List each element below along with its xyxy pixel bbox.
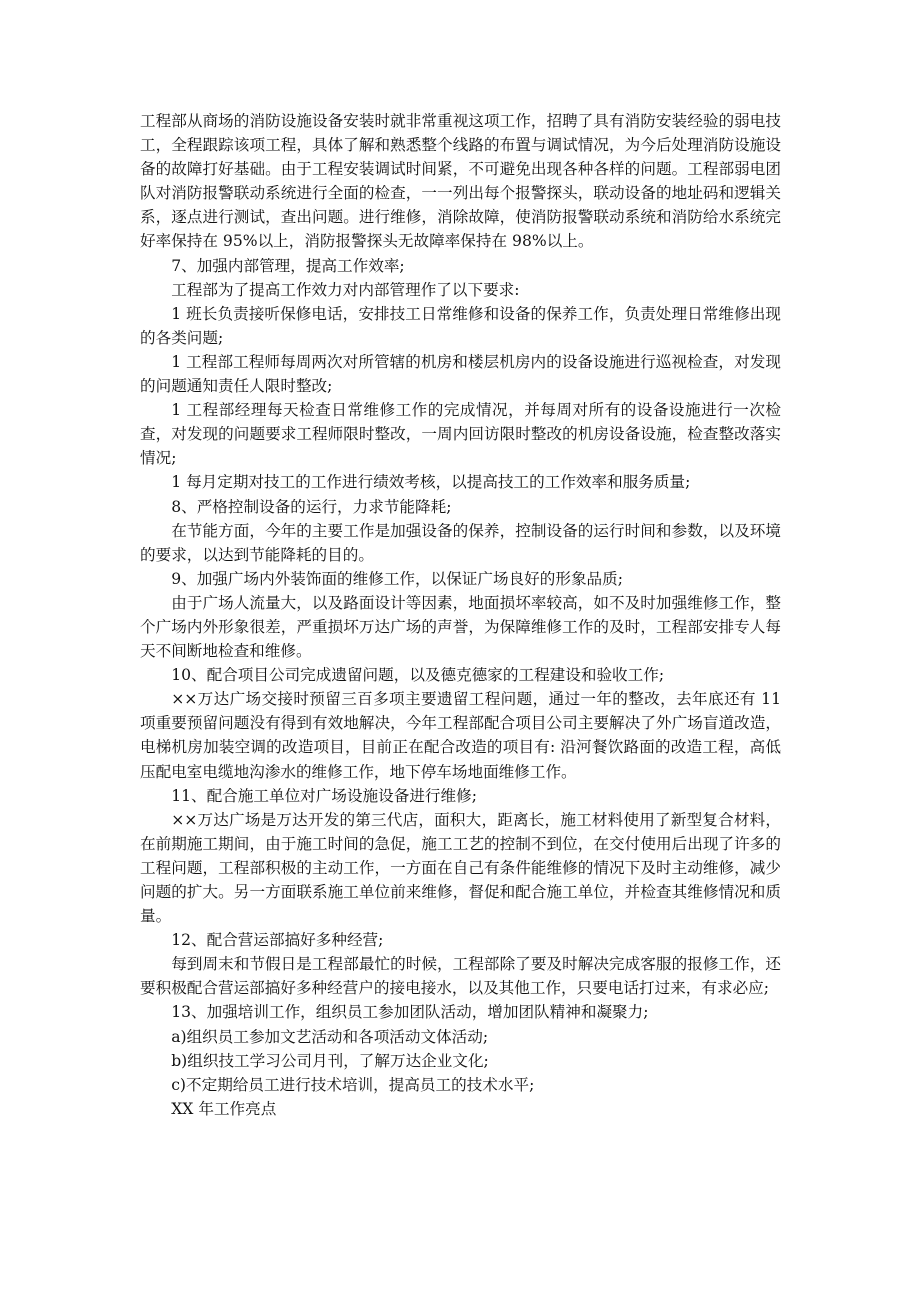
paragraph: ××万达广场是万达开发的第三代店，面积大，距离长，施工材料使用了新型复合材料，在前期施工期间，由于施工时间的急促，施工工艺的控制不到位，在交付使用后出现了许多的工程问题，工程部积极的主动工作，一方面在自己有条件能维修的情况下及时主动维修，减少问题的扩大。另一方面联系施工单位前来维修，督促和配合施工单位，并检查其维修情况和质量。 xyxy=(140,810,781,926)
paragraph: 12、配合营运部搞好多种经营; xyxy=(171,931,384,950)
paragraph: 9、加强广场内外装饰面的维修工作，以保证广场良好的形象品质; xyxy=(171,569,623,588)
paragraph: 8、严格控制设备的运行，力求节能降耗; xyxy=(171,497,452,516)
paragraph: 1 每月定期对技工的工作进行绩效考核，以提高技工的工作效率和服务质量; xyxy=(171,473,691,492)
paragraph: 工程部为了提高工作效力对内部管理作了以下要求: xyxy=(171,280,520,299)
paragraph: 在节能方面，今年的主要工作是加强设备的保养，控制设备的运行时间和参数，以及环境的要求，以达到节能降耗的目的。 xyxy=(140,521,781,564)
paragraph: 11、配合施工单位对广场设施设备进行维修; xyxy=(171,786,477,805)
paragraph: b)组织技工学习公司月刊，了解万达企业文化; xyxy=(171,1051,489,1070)
paragraph: 每到周末和节假日是工程部最忙的时候，工程部除了要及时解决完成客服的报修工作，还要积极配合营运部搞好多种经营户的接电接水，以及其他工作，只要电话打过来，有求必应; xyxy=(140,955,781,998)
paragraph: XX 年工作亮点 xyxy=(171,1099,277,1118)
paragraph: 1 工程部工程师每周两次对所管辖的机房和楼层机房内的设备设施进行巡视检查，对发现的问题通知责任人限时整改; xyxy=(140,352,781,396)
paragraph: 1 工程部经理每天检查日常维修工作的完成情况，并每周对所有的设备设施进行一次检查，对发现的问题要求工程师限时整改，一周内回访限时整改的机房设备设施，检查整改落实情况; xyxy=(140,401,781,468)
paragraph: a)组织员工参加文艺活动和各项活动文体活动; xyxy=(171,1027,489,1046)
paragraph: 10、配合项目公司完成遗留问题，以及德克德家的工程建设和验收工作; xyxy=(171,666,665,685)
document-body xyxy=(140,109,781,1121)
paragraph: 1 班长负责接听保修电话，安排技工日常维修和设备的保养工作，负责处理日常维修出现的各类问题; xyxy=(140,304,781,347)
paragraph: c)不定期给员工进行技术培训，提高员工的技术水平; xyxy=(171,1075,535,1094)
paragraph: ××万达广场交接时预留三百多项主要遗留工程问题，通过一年的整改，去年底还有 11 项重要预留问题没有得到有效地解决，今年工程部配合项目公司主要解决了外广场盲道改造，电梯机房加装空调的改造项目，目前正在配合改造的项目有: 沿河餐饮路面的改造工程，高低压配电室电缆地沟渗水的维修工作，地下停车场地面维修工作。 xyxy=(140,690,781,781)
paragraph: 由于广场人流量大，以及路面设计等因素，地面损坏率较高，如不及时加强维修工作，整个广场内外形象很差，严重损坏万达广场的声誉，为保障维修工作的及时，工程部安排专人每天不间断地检查和维修。 xyxy=(140,593,781,661)
paragraph: 工程部从商场的消防设施设备安装时就非常重视这项工作，招聘了具有消防安装经验的弱电技工，全程跟踪该项工程，具体了解和熟悉整个线路的布置与调试情况，为今后处理消防设施设备的故障打好基础。由于工程安装调试时间紧，不可避免出现各种各样的问题。工程部弱电团队对消防报警联动系统进行全面的检查，一一列出每个报警探头，联动设备的地址码和逻辑关系，逐点进行测试，查出问题。进行维修，消除故障，使消防报警联动系统和消防给水系统完好率保持在 95%以上，消防报警探头无故障率保持在 98%以上。 xyxy=(140,112,781,251)
paragraph: 13、加强培训工作，组织员工参加团队活动，增加团队精神和凝聚力; xyxy=(171,1003,649,1022)
paragraph: 7、加强内部管理，提高工作效率; xyxy=(171,256,405,275)
